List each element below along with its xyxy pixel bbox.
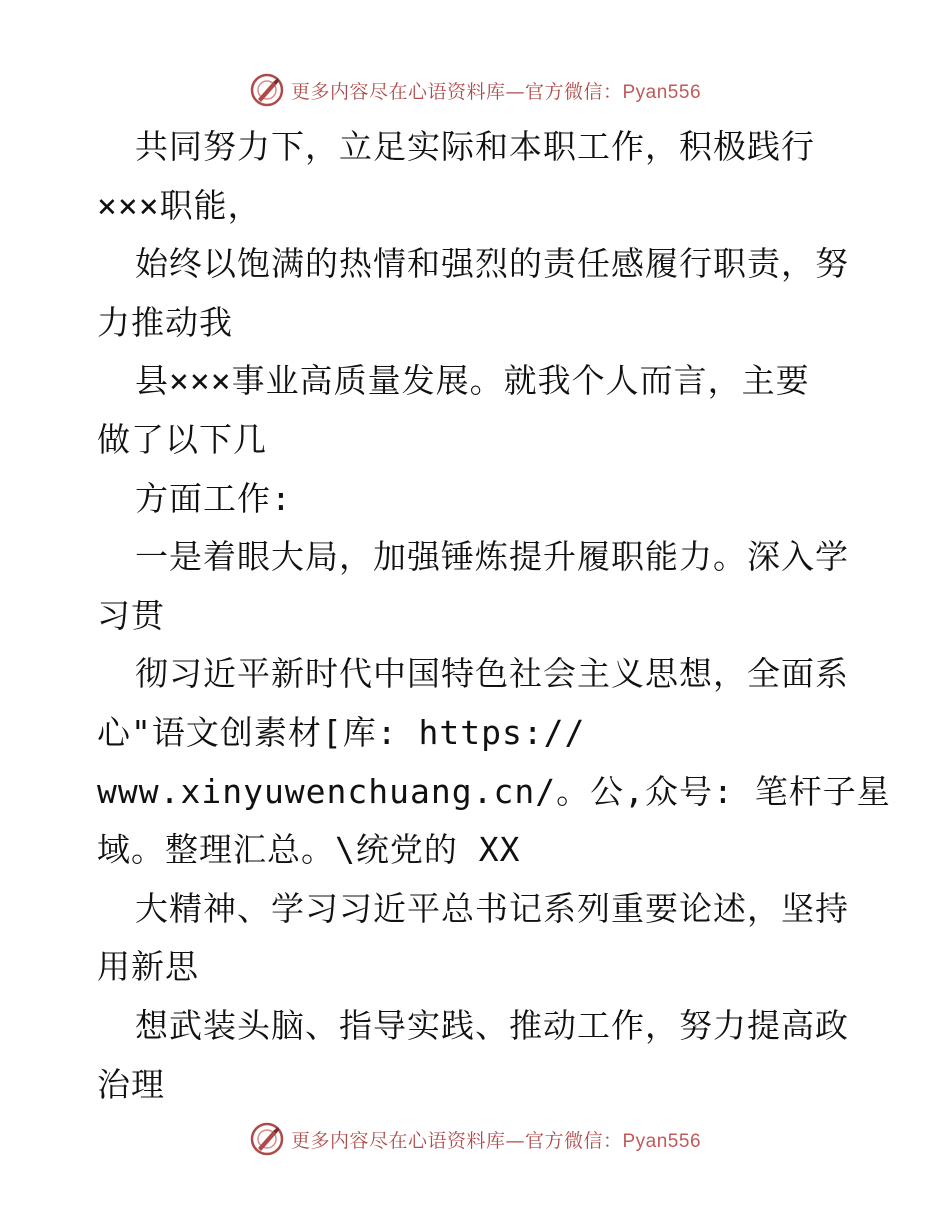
text-line: ×××职能， (97, 185, 262, 225)
pen-logo-icon (249, 72, 285, 108)
text-line: 心"语文创素材[库: https:// (97, 712, 586, 752)
watermark-text: 更多内容尽在心语资料库—官方微信：Pyan556 (290, 80, 702, 103)
text-line: 做了以下几 (97, 419, 267, 459)
text-line: 一是着眼大局，加强锤炼提升履职能力。深入学 (135, 537, 849, 577)
text-line: 大精神、学习习近平总书记系列重要论述，坚持 (135, 888, 849, 928)
text-line: 彻习近平新时代中国特色社会主义思想，全面系 (135, 654, 849, 694)
text-line: 力推动我 (97, 302, 233, 342)
header-watermark (0, 70, 950, 110)
text-line: 用新思 (97, 947, 199, 987)
text-line: 方面工作: (135, 478, 292, 518)
pen-logo-icon (249, 1121, 285, 1157)
footer-watermark (0, 1119, 950, 1159)
document-body (97, 118, 891, 1114)
text-line: 治理 (97, 1064, 165, 1104)
text-line: 域。整理汇总。\统党的 XX (97, 830, 521, 870)
text-line: 县×××事业高质量发展。就我个人而言，主要 (135, 361, 810, 401)
text-line: 想武装头脑、指导实践、推动工作，努力提高政 (135, 1005, 849, 1045)
watermark-text: 更多内容尽在心语资料库—官方微信：Pyan556 (290, 1129, 702, 1152)
text-line: 共同努力下，立足实际和本职工作，积极践行 (135, 127, 815, 166)
text-line: www.xinyuwenchuang.cn/。公,众号: 笔杆子星 (97, 771, 891, 811)
text-line: 习贯 (97, 595, 165, 635)
text-line: 始终以饱满的热情和强烈的责任感履行职责，努 (135, 244, 849, 284)
